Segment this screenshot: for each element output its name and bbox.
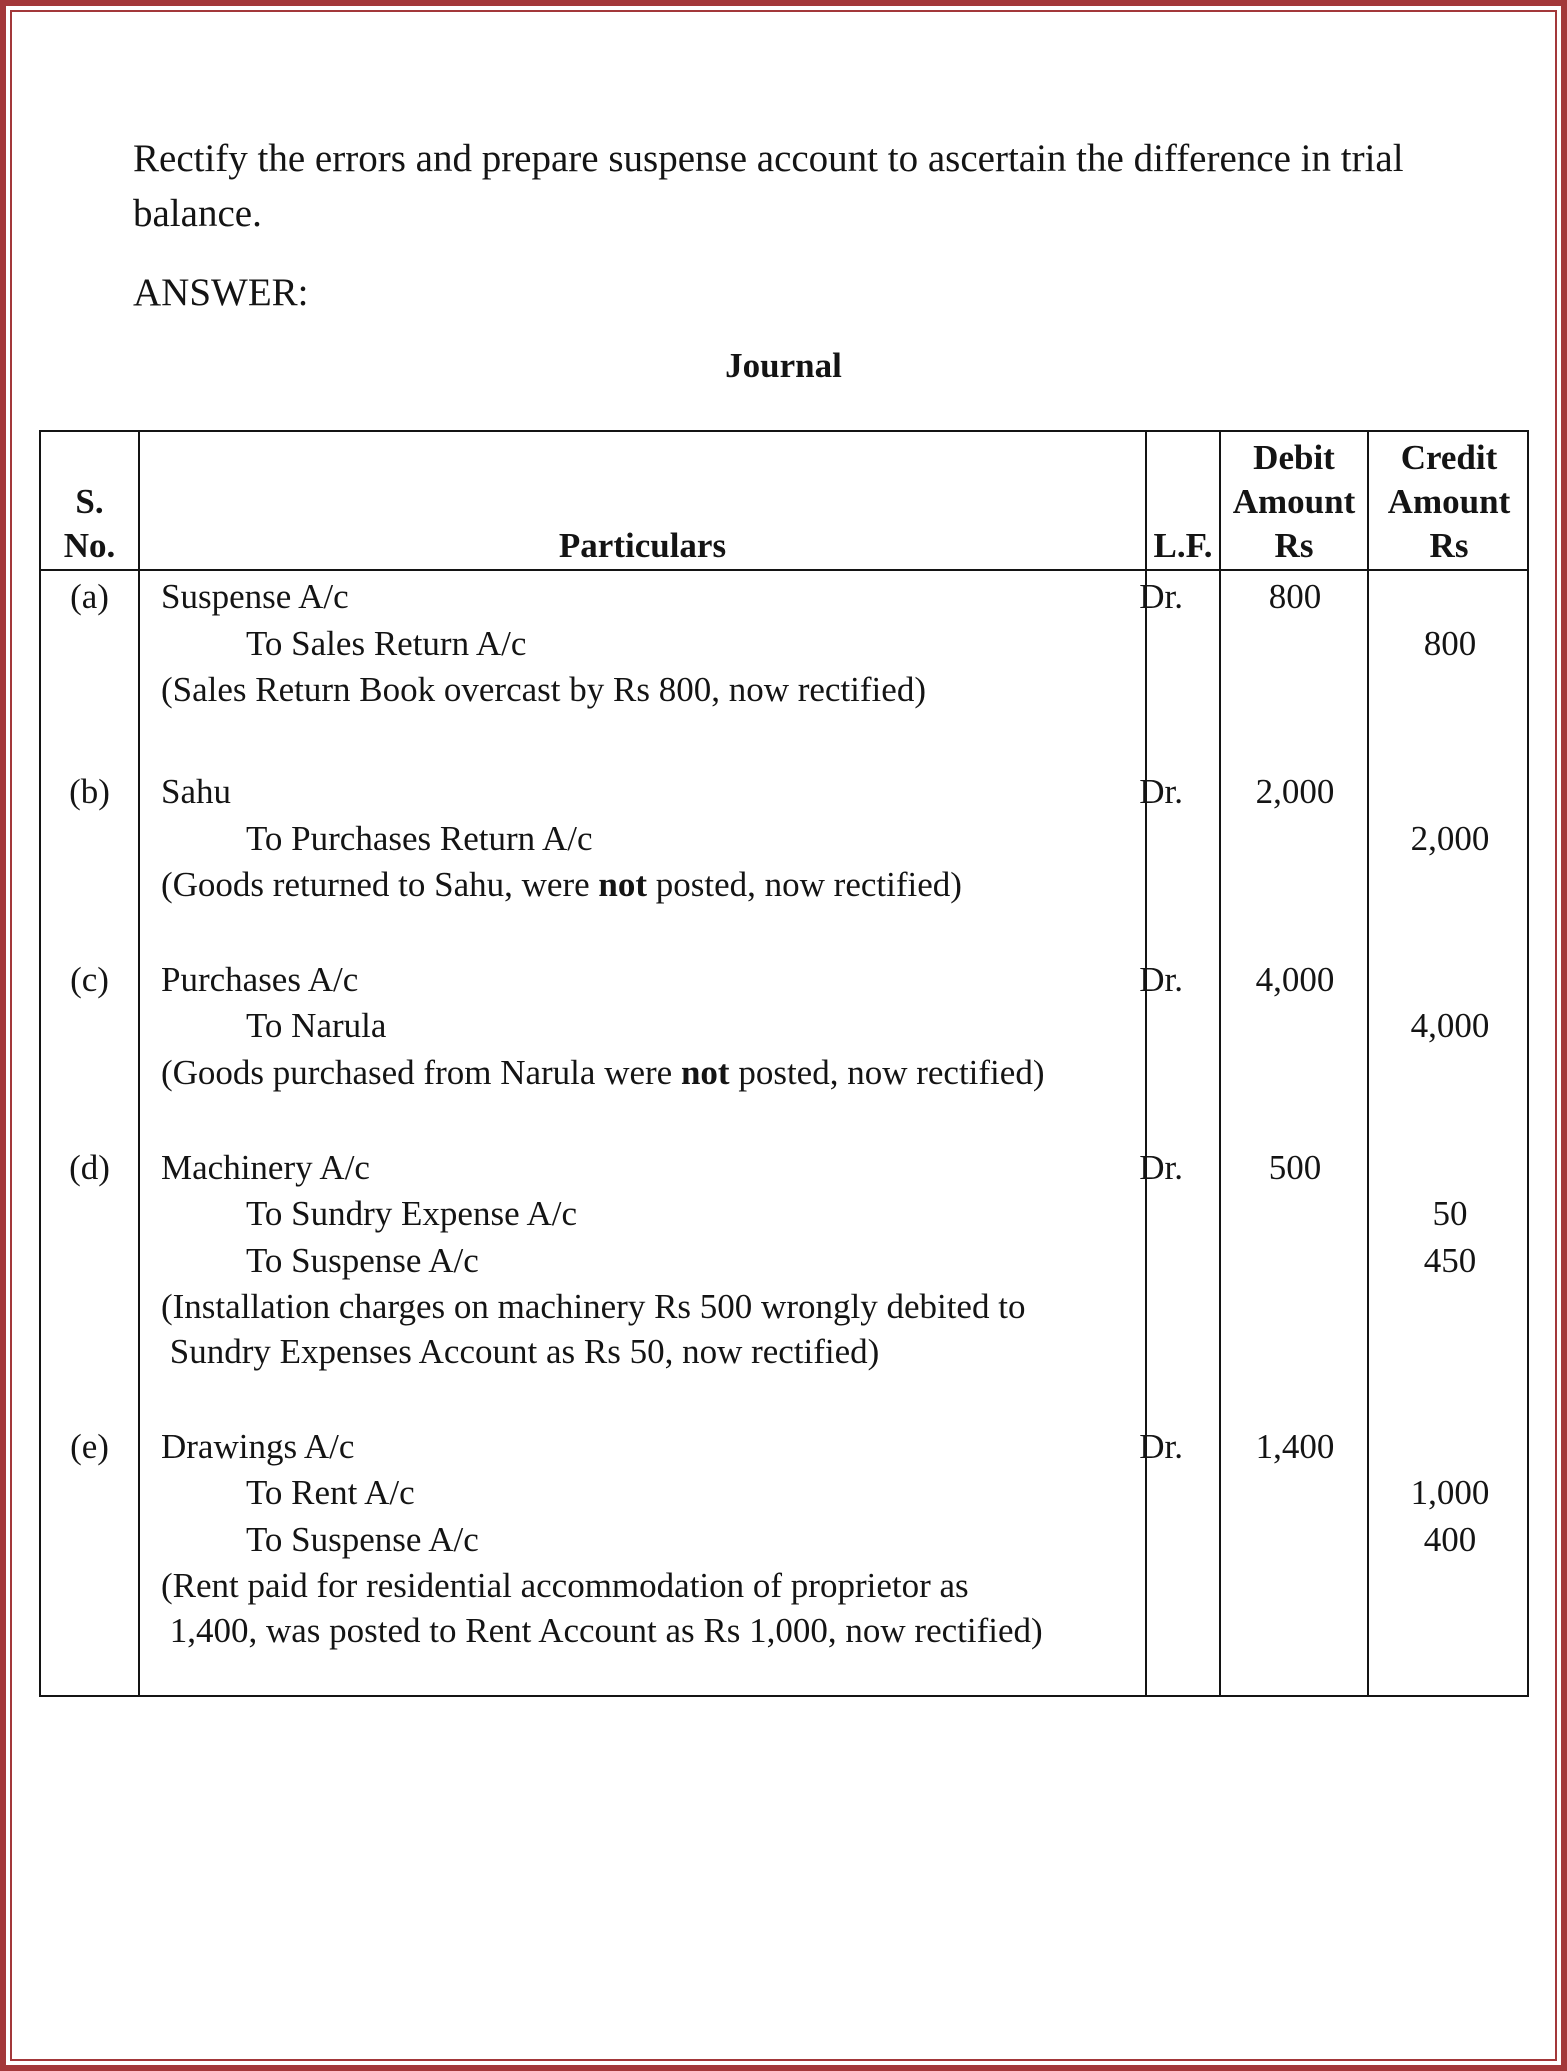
- entry-e-dr: Dr.: [1139, 1427, 1183, 1466]
- divider-lf: [1219, 432, 1221, 1695]
- entry-d-debit-amount: 500: [1268, 1148, 1322, 1187]
- entry-c-narration-after: posted, now rectified): [729, 1053, 1045, 1092]
- entry-b-credit-account: To Purchases Return A/c: [246, 819, 593, 858]
- entry-a-sno: (a): [70, 577, 109, 616]
- entry-e-credit-account-1: To Rent A/c: [246, 1473, 415, 1512]
- entry-d-narration-line1: (Installation charges on machinery Rs 500 wrongly debited to: [161, 1287, 1026, 1326]
- entry-d-narration-line2: Sundry Expenses Account as Rs 50, now rectified): [161, 1332, 880, 1371]
- entry-c-narration: [161, 1050, 1044, 1096]
- header-credit-line2: Amount: [1387, 482, 1511, 521]
- header-debit-line3: Rs: [1274, 526, 1314, 565]
- header-debit-line1: Debit: [1253, 438, 1335, 477]
- header-debit: [1221, 436, 1367, 568]
- header-credit-line3: Rs: [1429, 526, 1469, 565]
- entry-b-debit-amount: 2,000: [1255, 772, 1335, 811]
- journal-table: [39, 430, 1529, 1697]
- entry-e-narration-line1: (Rent paid for residential accommodation of proprietor as: [161, 1566, 969, 1605]
- entry-e-credit-amount-2: 400: [1423, 1520, 1477, 1559]
- journal-title: Journal: [725, 346, 842, 385]
- entry-e-credit-amount-1: 1,000: [1410, 1473, 1490, 1512]
- entry-b-narration: [161, 862, 962, 908]
- entry-c-credit-amount: 4,000: [1410, 1006, 1490, 1045]
- entry-b-narration-bold: not: [598, 865, 648, 904]
- entry-a-debit-amount: 800: [1268, 577, 1322, 616]
- entry-c-credit-account: To Narula: [246, 1006, 387, 1045]
- divider-sno: [138, 432, 140, 1695]
- entry-e-sno: (e): [70, 1427, 109, 1466]
- entry-d-debit-account: Machinery A/c: [161, 1148, 370, 1187]
- entry-c-narration-before: (Goods purchased from Narula were: [161, 1053, 681, 1092]
- entry-d-dr: Dr.: [1139, 1148, 1183, 1187]
- entry-d-credit-account-2: To Suspense A/c: [246, 1241, 479, 1280]
- entry-c-debit-amount: 4,000: [1255, 960, 1335, 999]
- header-credit-line1: Credit: [1400, 438, 1498, 477]
- entry-d-credit-amount-1: 50: [1432, 1194, 1468, 1233]
- entry-b-debit-account: Sahu: [161, 772, 231, 811]
- header-credit: [1369, 436, 1529, 568]
- header-debit-line2: Amount: [1232, 482, 1356, 521]
- header-sno: [41, 480, 138, 568]
- entry-c-narration-bold: not: [680, 1053, 730, 1092]
- entry-e-credit-account-2: To Suspense A/c: [246, 1520, 479, 1559]
- entry-e-narration-line2: 1,400, was posted to Rent Account as Rs 1,000, now rectified): [161, 1611, 1043, 1650]
- entry-e-debit-account: Drawings A/c: [161, 1427, 355, 1466]
- question-text: Rectify the errors and prepare suspense account to ascertain the difference in trial balance.: [133, 137, 1404, 235]
- entry-d-sno: (d): [69, 1148, 110, 1187]
- header-lf: L.F.: [1153, 526, 1213, 565]
- entry-b-dr: Dr.: [1139, 772, 1183, 811]
- entry-b-narration-before: (Goods returned to Sahu, were: [161, 865, 599, 904]
- header-sno-line1: S.: [75, 482, 104, 521]
- entry-b-narration-after: posted, now rectified): [647, 865, 962, 904]
- entry-a-credit-account: To Sales Return A/c: [246, 624, 527, 663]
- entry-c-dr: Dr.: [1139, 960, 1183, 999]
- divider-particulars: [1145, 432, 1147, 1695]
- answer-label: ANSWER:: [133, 271, 309, 314]
- entry-d-credit-amount-2: 450: [1423, 1241, 1477, 1280]
- entry-c-debit-account: Purchases A/c: [161, 960, 359, 999]
- entry-a-narration: (Sales Return Book overcast by Rs 800, now rectified): [161, 670, 926, 709]
- entry-e-debit-amount: 1,400: [1255, 1427, 1335, 1466]
- entry-a-dr: Dr.: [1139, 577, 1183, 616]
- entry-d-credit-account-1: To Sundry Expense A/c: [246, 1194, 577, 1233]
- header-sno-line2: No.: [63, 526, 116, 565]
- divider-debit: [1367, 432, 1369, 1695]
- entry-a-debit-account: Suspense A/c: [161, 577, 349, 616]
- entry-b-sno: (b): [69, 772, 110, 811]
- entry-a-credit-amount: 800: [1423, 624, 1477, 663]
- entry-b-credit-amount: 2,000: [1410, 819, 1490, 858]
- header-particulars: Particulars: [558, 526, 727, 565]
- header-divider: [41, 569, 1527, 571]
- entry-c-sno: (c): [70, 960, 109, 999]
